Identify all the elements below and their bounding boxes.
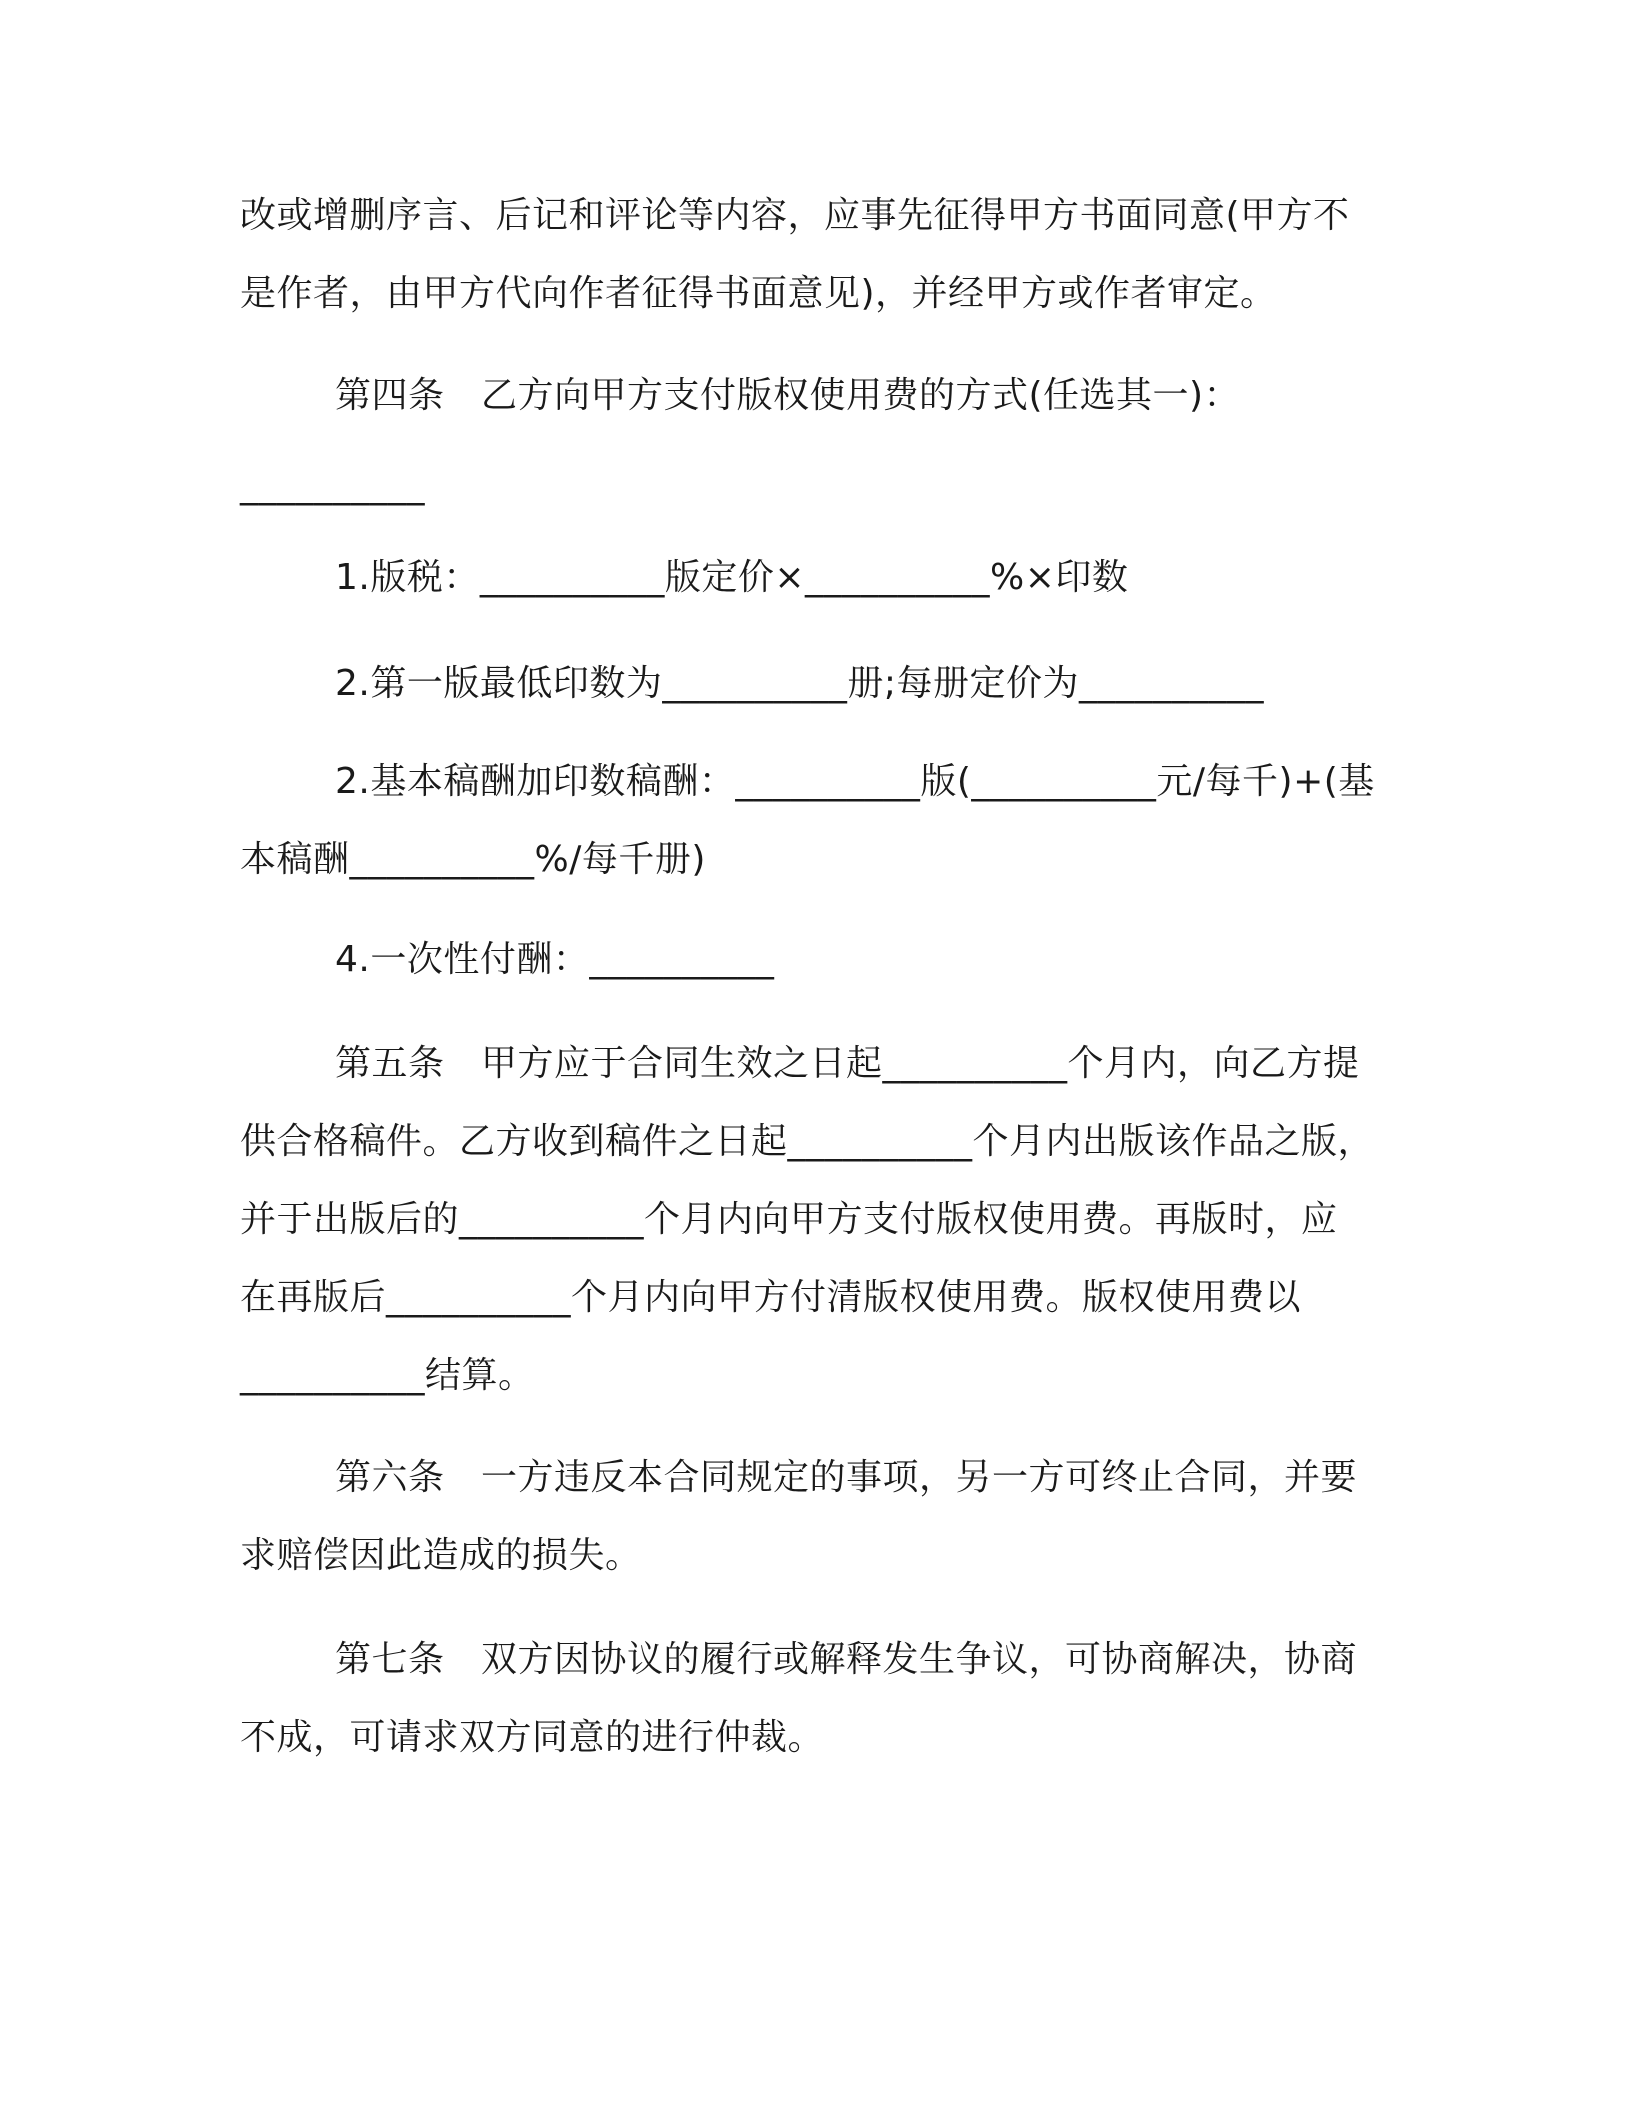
article-4-heading: 第四条 乙方向甲方支付版权使用费的方式(任选其一)： bbox=[335, 375, 1241, 416]
article-5-line-5: __________结算。 bbox=[240, 1355, 535, 1396]
article-4-option-2a: 2.第一版最低印数为__________册;每册定价为__________ bbox=[335, 663, 1264, 704]
article-4-blank: __________ bbox=[240, 465, 425, 506]
article-7-line-2: 不成，可请求双方同意的进行仲裁。 bbox=[240, 1717, 825, 1758]
article-3-continued-line-2: 是作者，由甲方代向作者征得书面意见)，并经甲方或作者审定。 bbox=[240, 273, 1277, 314]
article-5-line-3: 并于出版后的__________个月内向甲方支付版权使用费。再版时，应 bbox=[240, 1199, 1338, 1240]
article-5-line-2: 供合格稿件。乙方收到稿件之日起__________个月内出版该作品之版， bbox=[240, 1121, 1375, 1162]
article-4-option-2b-line-1: 2.基本稿酬加印数稿酬：__________版(__________元/每千)+(基 bbox=[335, 761, 1375, 802]
article-5-line-4: 在再版后__________个月内向甲方付清版权使用费。版权使用费以 bbox=[240, 1277, 1302, 1318]
article-4-option-1: 1.版税：__________版定价×__________%×印数 bbox=[335, 557, 1129, 598]
article-5-line-1: 第五条 甲方应于合同生效之日起__________个月内，向乙方提 bbox=[335, 1043, 1360, 1084]
article-4-option-2b-line-2: 本稿酬__________%/每千册) bbox=[240, 839, 706, 880]
article-3-continued-line-1: 改或增删序言、后记和评论等内容，应事先征得甲方书面同意(甲方不 bbox=[240, 195, 1350, 236]
article-4-option-4: 4.一次性付酬：__________ bbox=[335, 939, 775, 980]
article-6-line-2: 求赔偿因此造成的损失。 bbox=[240, 1535, 642, 1576]
article-7-line-1: 第七条 双方因协议的履行或解释发生争议，可协商解决，协商 bbox=[335, 1639, 1358, 1680]
article-6-line-1: 第六条 一方违反本合同规定的事项，另一方可终止合同，并要 bbox=[335, 1457, 1358, 1498]
